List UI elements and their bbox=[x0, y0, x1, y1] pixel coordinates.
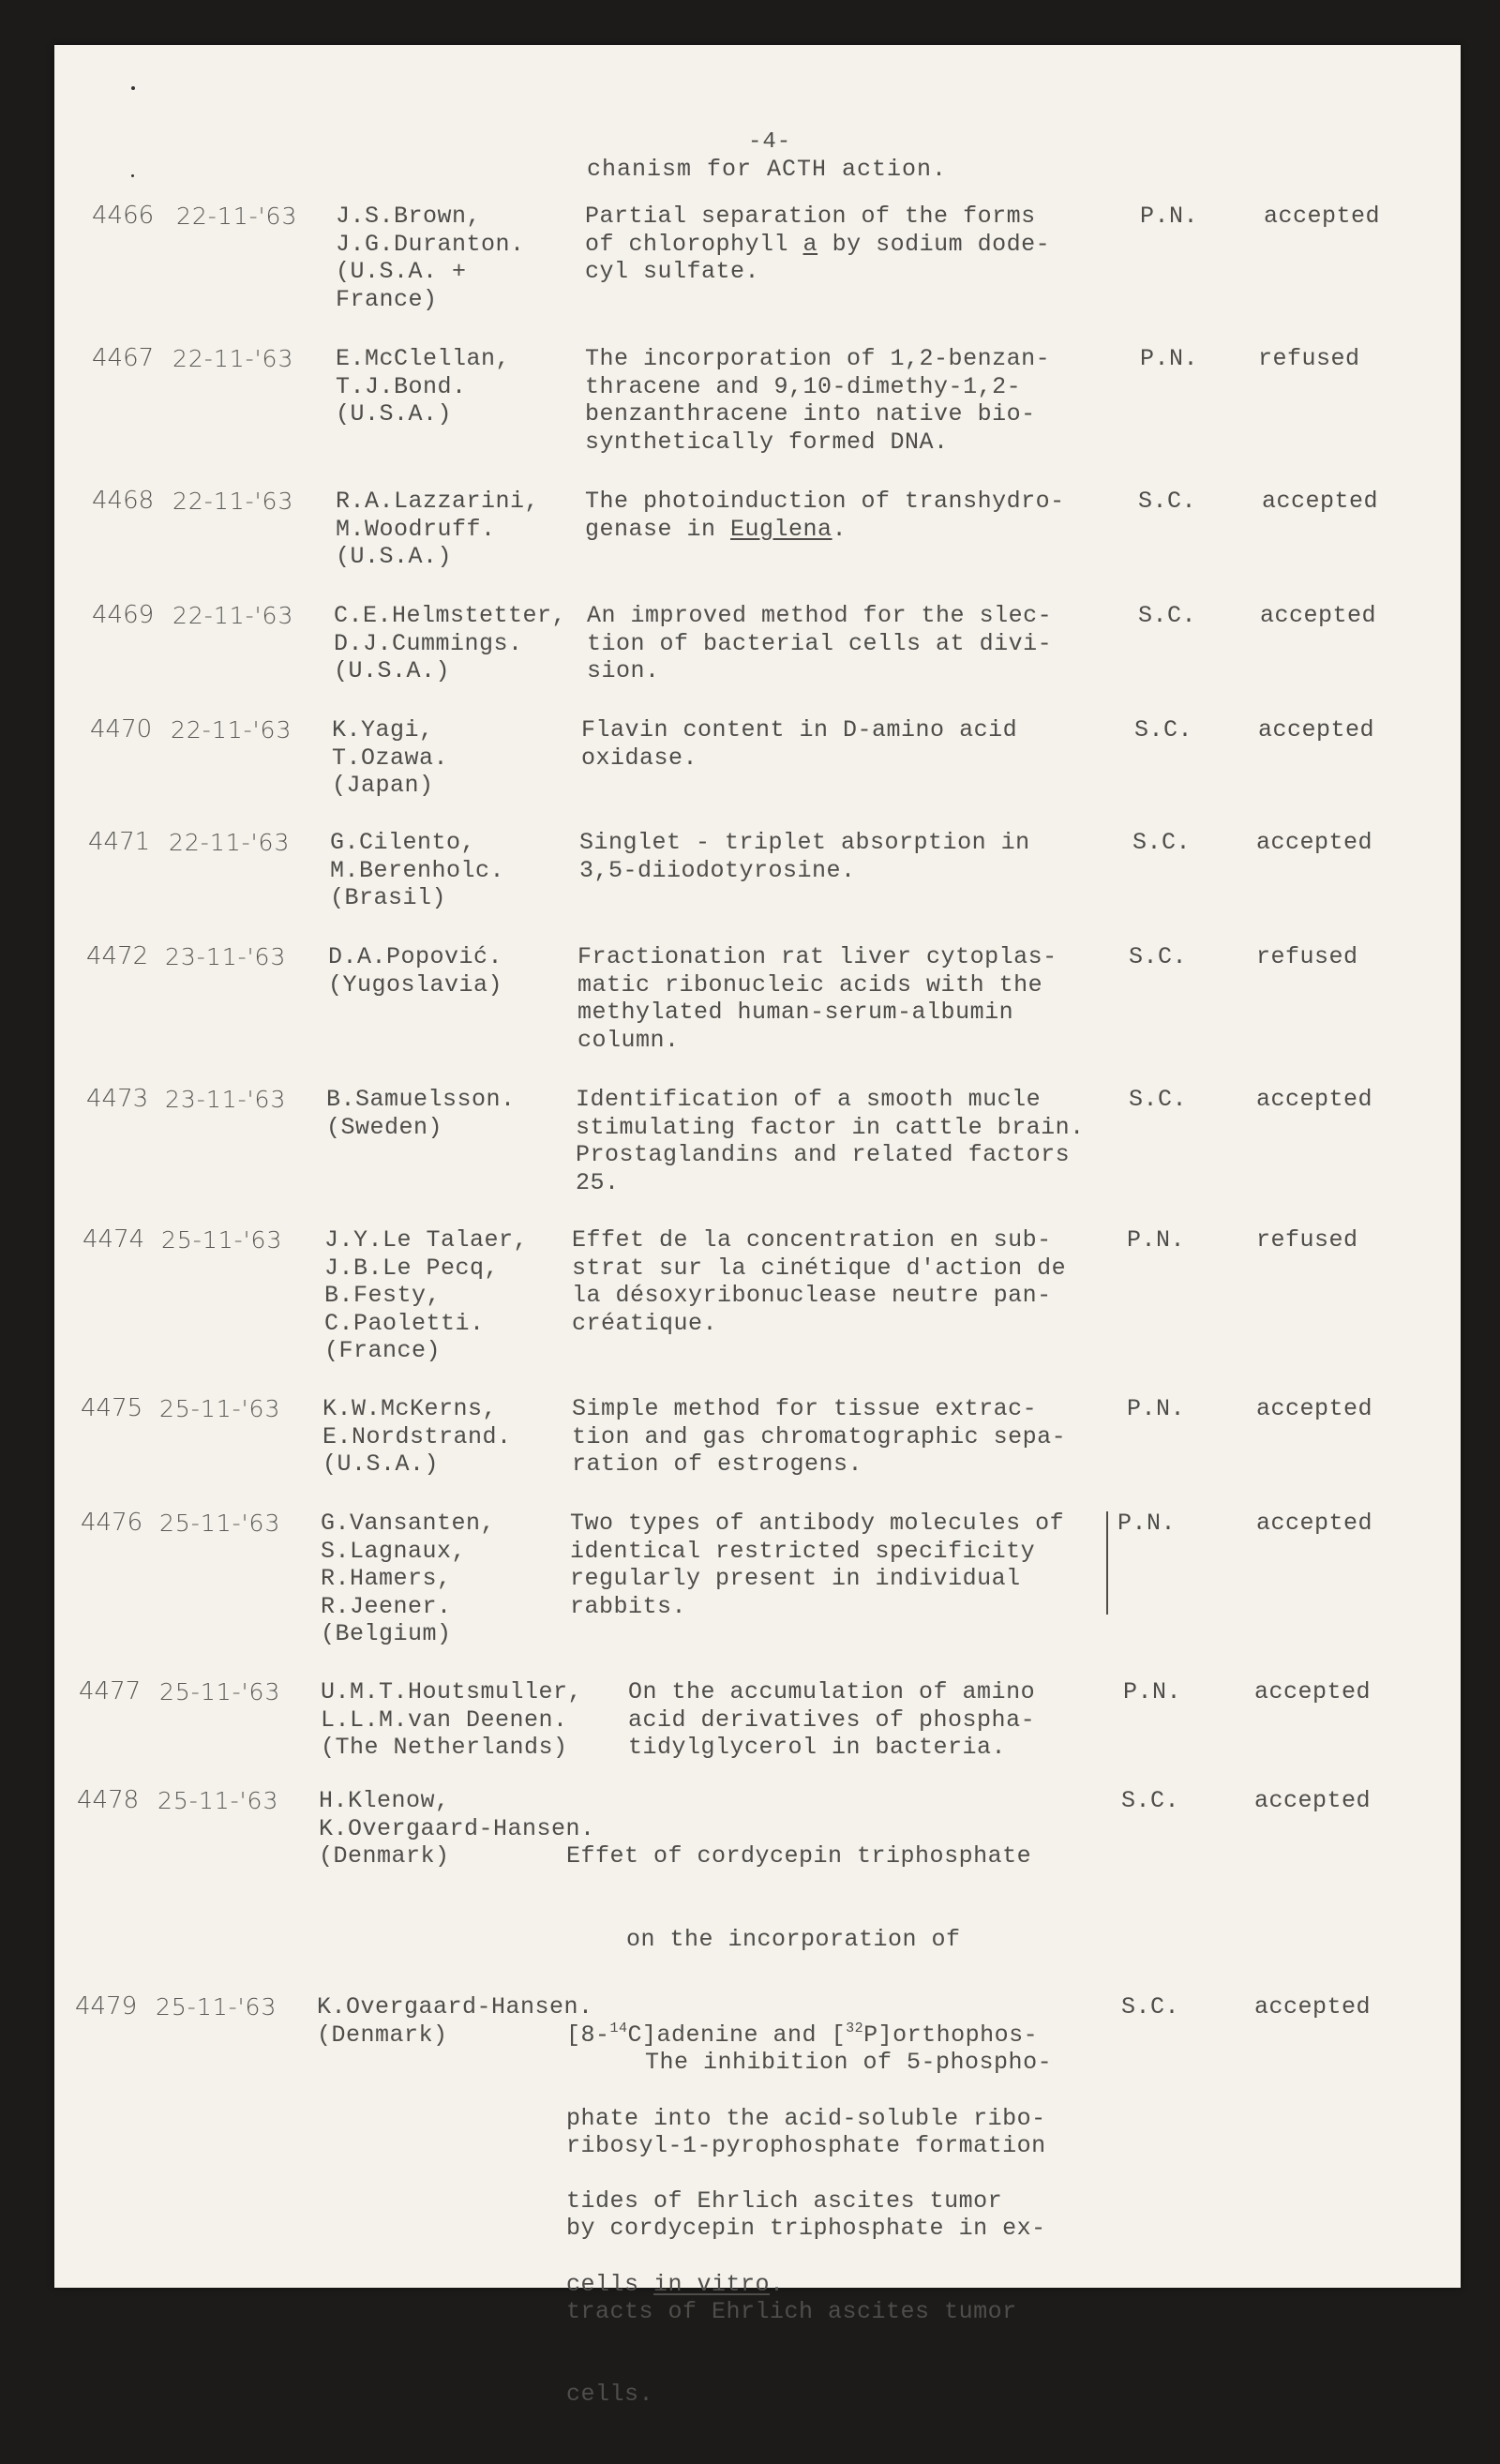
entry-decision: accepted bbox=[1256, 829, 1373, 856]
entry-authors: K.Yagi, T.Ozawa. (Japan) bbox=[332, 716, 449, 799]
entry-authors: R.A.Lazzarini, M.Woodruff. (U.S.A.) bbox=[336, 488, 540, 570]
entry-title: The inhibition of 5-phospho- ribosyl-1-pyrophosphate formation by cordycepin triphosphate in ex- tracts of Ehrlich ascites tumor cells. bbox=[566, 2049, 1053, 2408]
entry-title: Flavin content in D-amino acid oxidase. bbox=[581, 716, 1018, 772]
entry-title: Fractionation rat liver cytoplas- matic ribonucleic acids with the methylated human-serum-albumin column. bbox=[578, 943, 1058, 1054]
entry-title: An improved method for the slec- tion of bacterial cells at divi- sion. bbox=[587, 602, 1053, 684]
entry-title: Partial separation of the forms of chlorophyll a by sodium dode- cyl sulfate. bbox=[585, 203, 1051, 285]
entry-number: 4469 bbox=[92, 601, 155, 629]
entry-date: 25-11-'63 bbox=[161, 1226, 283, 1254]
isotope-line: [8-$^{14}$C]adenine and [$^{32}$P]orthophos- bbox=[566, 2021, 1039, 2049]
entry-authors: K.Overgaard-Hansen. (Denmark) bbox=[317, 1993, 593, 2049]
entry-decision: refused bbox=[1256, 943, 1358, 970]
entry-number: 4476 bbox=[81, 1509, 143, 1537]
margin-bracket bbox=[1106, 1511, 1108, 1615]
entry-number: 4466 bbox=[92, 202, 155, 230]
entry-section: S.C. bbox=[1121, 1787, 1180, 1814]
entry-authors: J.S.Brown, J.G.Duranton. (U.S.A. + France) bbox=[336, 203, 525, 313]
entry-authors: D.A.Popović. (Yugoslavia) bbox=[328, 943, 503, 999]
entry-decision: accepted bbox=[1254, 1993, 1372, 2021]
entry-title: Identification of a smooth mucle stimulating factor in cattle brain. Prostaglandins and related factors 25. bbox=[576, 1086, 1085, 1196]
entry-section: S.C. bbox=[1129, 1086, 1188, 1113]
entry-authors: H.Klenow, K.Overgaard-Hansen. (Denmark) bbox=[319, 1787, 595, 1870]
entry-section: P.N. bbox=[1140, 345, 1199, 372]
entry-decision: accepted bbox=[1254, 1678, 1372, 1705]
entry-number: 4468 bbox=[92, 487, 155, 515]
entry-section: S.C. bbox=[1138, 602, 1197, 629]
entry-title: Simple method for tissue extrac- tion and gas chromatographic sepa- ration of estrogens. bbox=[572, 1395, 1067, 1478]
entry-authors: U.M.T.Houtsmuller, L.L.M.van Deenen. (The Netherlands) bbox=[321, 1678, 583, 1761]
entry-decision: refused bbox=[1258, 345, 1360, 372]
entry-section: P.N. bbox=[1123, 1678, 1182, 1705]
entry-date: 25-11-'63 bbox=[156, 1993, 278, 2021]
entry-number: 4472 bbox=[86, 942, 149, 970]
entry-section: S.C. bbox=[1132, 829, 1192, 856]
entry-decision: accepted bbox=[1260, 602, 1377, 629]
entry-number: 4477 bbox=[79, 1677, 142, 1705]
entry-date: 25-11-'63 bbox=[158, 1787, 279, 1814]
continued-text: chanism for ACTH action. bbox=[587, 156, 948, 183]
entry-date: 22-11-'63 bbox=[176, 203, 298, 230]
entry-number: 4470 bbox=[90, 715, 153, 744]
entry-title: Effet of cordycepin triphosphate on the incorporation of [8-$^{14}$C]adenine and [$^{32}$P]orthophos- phate into the acid-soluble ribo- tides of Ehrlich ascites tumor cells in vitro. bbox=[566, 1842, 1046, 2298]
entry-decision: refused bbox=[1256, 1226, 1358, 1254]
entry-decision: accepted bbox=[1264, 203, 1381, 230]
entry-authors: J.Y.Le Talaer, J.B.Le Pecq, B.Festy, C.Paoletti. (France) bbox=[324, 1226, 529, 1364]
entry-decision: accepted bbox=[1254, 1787, 1372, 1814]
entry-authors: B.Samuelsson. (Sweden) bbox=[326, 1086, 516, 1141]
entry-decision: accepted bbox=[1258, 716, 1375, 744]
entry-date: 22-11-'63 bbox=[169, 829, 291, 856]
entry-date: 25-11-'63 bbox=[159, 1510, 281, 1537]
entry-date: 23-11-'63 bbox=[165, 943, 287, 970]
entry-section: P.N. bbox=[1127, 1226, 1186, 1254]
entry-date: 22-11-'63 bbox=[171, 716, 292, 744]
entry-section: P.N. bbox=[1140, 203, 1199, 230]
entry-title: Effet de la concentration en sub- strat sur la cinétique d'action de la désoxyribonuclease neutre pan- créatique. bbox=[572, 1226, 1067, 1337]
document-page bbox=[54, 45, 1461, 2408]
entry-date: 23-11-'63 bbox=[165, 1086, 287, 1113]
entry-authors: G.Cilento, M.Berenholc. (Brasil) bbox=[330, 829, 505, 911]
entry-decision: accepted bbox=[1262, 488, 1379, 515]
entry-number: 4474 bbox=[82, 1225, 145, 1254]
entry-number: 4479 bbox=[75, 1992, 138, 2021]
entry-number: 4467 bbox=[92, 344, 155, 372]
entry-date: 22-11-'63 bbox=[172, 488, 294, 515]
entry-date: 25-11-'63 bbox=[159, 1395, 281, 1422]
entry-number: 4473 bbox=[86, 1085, 149, 1113]
entry-title: Two types of antibody molecules of identical restricted specificity regularly present in individual rabbits. bbox=[570, 1510, 1065, 1620]
entry-decision: accepted bbox=[1256, 1510, 1373, 1537]
entry-section: S.C. bbox=[1138, 488, 1197, 515]
entry-authors: E.McClellan, T.J.Bond. (U.S.A.) bbox=[336, 345, 511, 428]
entry-number: 4471 bbox=[88, 828, 151, 856]
entry-decision: accepted bbox=[1256, 1395, 1373, 1422]
entry-title: The photoinduction of transhydro- genase in Euglena. bbox=[585, 488, 1065, 543]
entry-decision: accepted bbox=[1256, 1086, 1373, 1113]
entry-authors: G.Vansanten, S.Lagnaux, R.Hamers, R.Jeener. (Belgium) bbox=[321, 1510, 496, 1647]
entry-section: S.C. bbox=[1129, 943, 1188, 970]
entry-section: S.C. bbox=[1121, 1993, 1180, 2021]
entry-section: P.N. bbox=[1118, 1510, 1177, 1537]
entry-authors: C.E.Helmstetter, D.J.Cummings. (U.S.A.) bbox=[334, 602, 567, 684]
entry-section: P.N. bbox=[1127, 1395, 1186, 1422]
punch-mark bbox=[131, 174, 134, 177]
entry-number: 4478 bbox=[77, 1786, 140, 1814]
entry-title: Singlet - triplet absorption in 3,5-diiodotyrosine. bbox=[579, 829, 1030, 884]
entry-number: 4475 bbox=[81, 1394, 143, 1422]
entry-title: The incorporation of 1,2-benzan- thracene and 9,10-dimethy-1,2- benzanthracene into native bio- synthetically formed DNA. bbox=[585, 345, 1051, 456]
entry-date: 22-11-'63 bbox=[172, 602, 294, 629]
entry-title: On the accumulation of amino acid derivatives of phospha- tidylglycerol in bacteria. bbox=[628, 1678, 1036, 1761]
punch-mark bbox=[131, 86, 135, 90]
page-number: -4- bbox=[748, 129, 792, 155]
entry-date: 22-11-'63 bbox=[172, 345, 294, 372]
entry-section: S.C. bbox=[1134, 716, 1193, 744]
entry-date: 25-11-'63 bbox=[159, 1678, 281, 1705]
entry-authors: K.W.McKerns, E.Nordstrand. (U.S.A.) bbox=[322, 1395, 512, 1478]
